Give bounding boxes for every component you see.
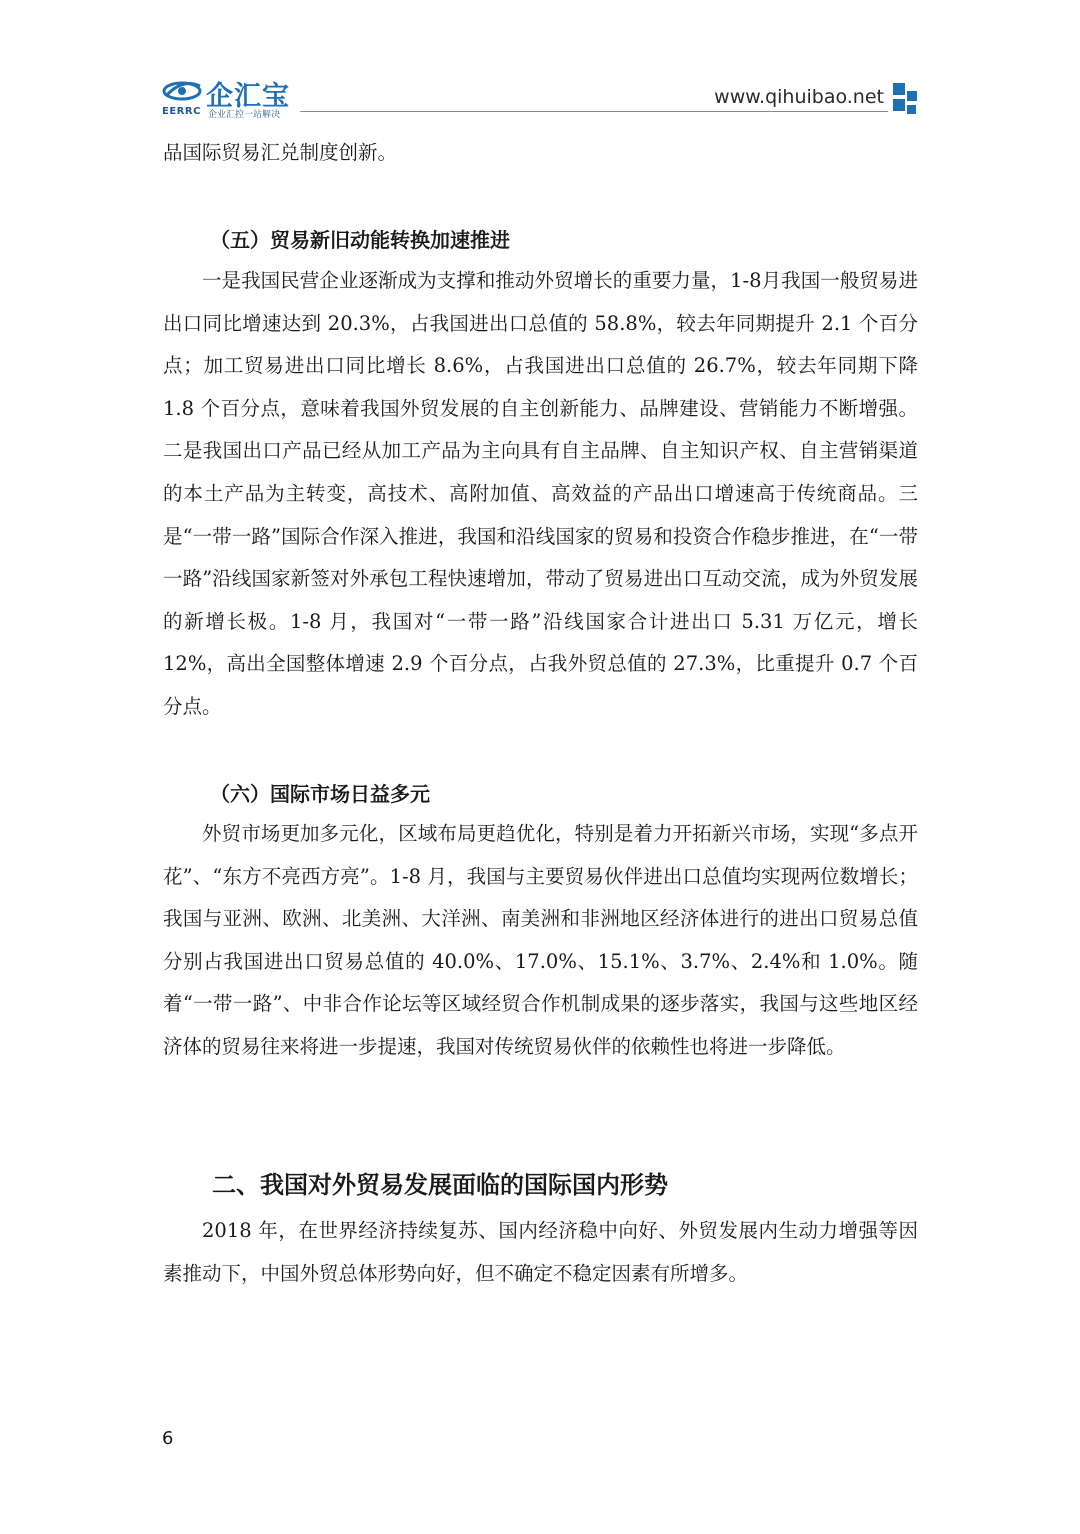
chapter-2-heading: 二、我国对外贸易发展面临的国际国内形势 — [212, 1171, 668, 1199]
section-6-paragraph: 外贸市场更加多元化，区域布局更趋优化，特别是着力开拓新兴市场，实现“多点开花”、“东方不亮西方亮”。1-8 月，我国与主要贸易伙伴进出口总值均实现两位数增长；我国与亚洲、欧洲、北美洲、大洋洲、南美洲和非洲地区经济体进行的进出口贸易总值分别占我国进出口贸易总值的 40.0%、17.0%、15.1%、3.7%、2.4%和 1.0%。随着“一带一路”、中非合作论坛等区域经贸合作机制成果的逐步落实，我国与这些地区经济体的贸易往来将进一步提速，我国对传统贸易伙伴的依赖性也将进一步降低。 — [163, 822, 918, 1058]
logo-text: 企汇宝 — [206, 81, 290, 112]
page-number: 6 — [162, 1428, 174, 1449]
site-url: www.qihuibao.net — [714, 86, 884, 108]
chapter-2-body — [163, 1210, 918, 1295]
section-6-body — [163, 813, 918, 1069]
intro-line: 品国际贸易汇兑制度创新。 — [163, 141, 398, 164]
chapter-2-paragraph: 2018 年，在世界经济持续复苏、国内经济稳中向好、外贸发展内生动力增强等因素推动下，中国外贸总体形势向好，但不确定不稳定因素有所增多。 — [163, 1219, 918, 1285]
section-6-heading: （六）国际市场日益多元 — [210, 782, 430, 806]
logo-slogan: 企业汇控一站解决 — [208, 110, 281, 120]
logo — [162, 76, 292, 120]
header-divider — [300, 111, 888, 112]
decorative-squares-icon — [893, 83, 921, 117]
logo-abbreviation: EERRC — [162, 106, 201, 117]
globe-logo-icon — [162, 76, 204, 106]
intro-paragraph — [163, 132, 918, 175]
section-5-heading: （五）贸易新旧动能转换加速推进 — [210, 228, 510, 252]
page-header — [0, 0, 1080, 130]
section-5-paragraph: 一是我国民营企业逐渐成为支撑和推动外贸增长的重要力量，1-8月我国一般贸易进出口同比增速达到 20.3%，占我国进出口总值的 58.8%，较去年同期提升 2.1 个百分点；加工贸易进出口同比增长 8.6%，占我国进出口总值的 26.7%，较去年同期下降 1.8 个百分点，意味着我国外贸发展的自主创新能力、品牌建设、营销能力不断增强。二是我国出口产品已经从加工产品为主向具有自主品牌、自主知识产权、自主营销渠道的本土产品为主转变，高技术、高附加值、高效益的产品出口增速高于传统商品。三是“一带一路”国际合作深入推进，我国和沿线国家的贸易和投资合作稳步推进，在“一带一路”沿线国家新签对外承包工程快速增加，带动了贸易进出口互动交流，成为外贸发展的新增长极。1-8 月，我国对“一带一路”沿线国家合计进出口 5.31 万亿元，增长 12%，高出全国整体增速 2.9 个百分点，占我外贸总值的 27.3%，比重提升 0.7 个百分点。 — [163, 269, 918, 718]
section-5-body — [163, 260, 918, 729]
